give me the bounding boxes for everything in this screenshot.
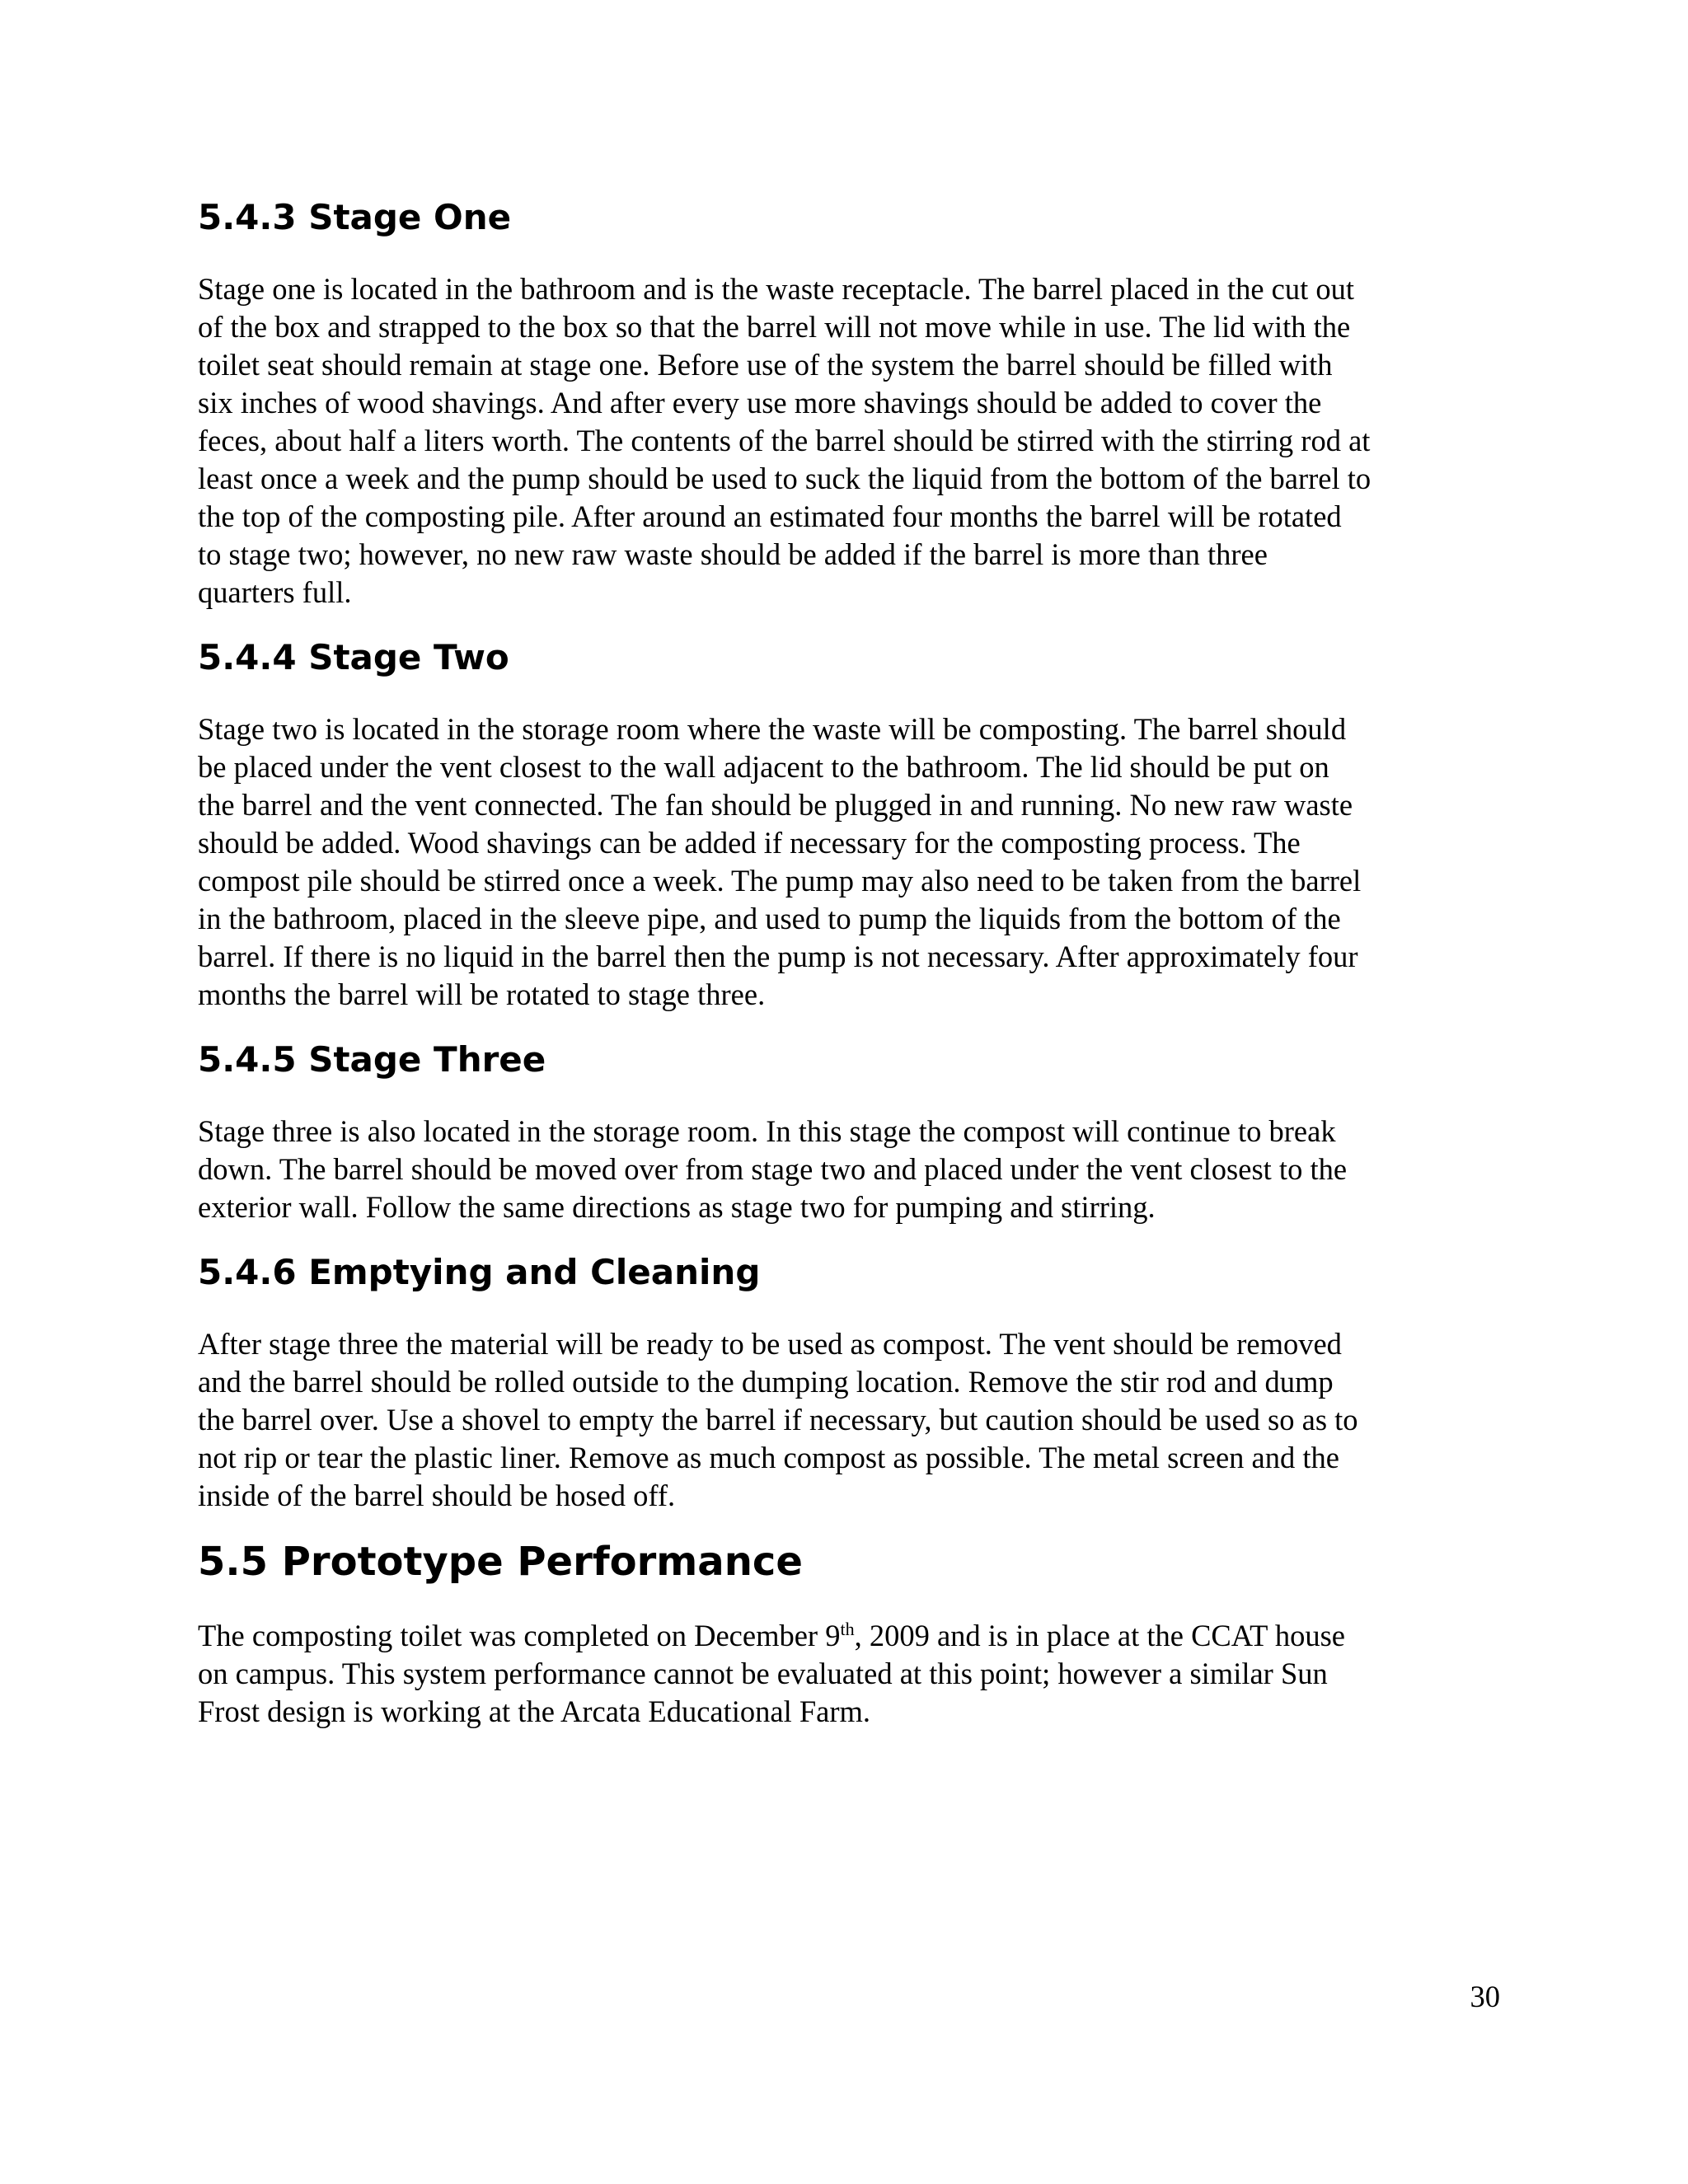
page-content [198,194,1500,1731]
section-heading-stage-three: 5.4.5 Stage Three [198,1039,546,1080]
performance-text-end: , 2009 and is in place at the CCAT house on campus. This system performance cannot be evaluated at this point; however a similar Sun Frost design is working at the Arcata Educational Farm. [198,1619,1345,1728]
ordinal-superscript: th [840,1618,855,1639]
paragraph-stage-one: Stage one is located in the bathroom and is the waste receptacle. The barrel placed in the cut out of the box and strapped to the box so that the barrel will not move while in use. The lid with the toilet seat should remain at stage one. Before use of the system the barrel should be filled with six inches of wood shavings. And after every use more shavings should be added to cover the feces, about half a liters worth. The contents of the barrel should be stirred with the stirring rod at least once a week and the pump should be used to suck the liquid from the bottom of the barrel to the top of the composting pile. After around an estimated four months the barrel will be rotated to stage two; however, no new raw waste should be added if the barrel is more than three quarters full. [198,272,1372,609]
section-heading-stage-one: 5.4.3 Stage One [198,197,512,237]
paragraph-prototype-performance [198,1617,1500,1731]
section-heading-emptying-cleaning: 5.4.6 Emptying and Cleaning [198,1252,761,1292]
paragraph-emptying-cleaning: After stage three the material will be ready to be used as compost. The vent should be removed and the barrel should be rolled outside to the dumping location. Remove the stir rod and dump the barrel over. Use a shovel to empty the barrel if necessary, but caution should be used so as to not rip or tear the plastic liner. Remove as much compost as possible. The metal screen and the inside of the barrel should be hosed off. [198,1327,1358,1512]
section-heading-stage-two: 5.4.4 Stage Two [198,637,509,677]
page-number: 30 [1470,1980,1500,2013]
section-heading-prototype-performance: 5.5 Prototype Performance [198,1539,803,1585]
paragraph-stage-three: Stage three is also located in the storage room. In this stage the compost will continue to break down. The barrel should be moved over from stage two and placed under the vent closest to the exterior wall. Follow the same directions as stage two for pumping and stirring. [198,1114,1348,1224]
paragraph-stage-two: Stage two is located in the storage room where the waste will be composting. The barrel should be placed under the vent closest to the wall adjacent to the bathroom. The lid should be put on the barrel and the vent connected. The fan should be plugged in and running. No new raw waste should be added. Wood shavings can be added if necessary for the composting process. The compost pile should be stirred once a week. The pump may also need to be taken from the barrel in the bathroom, placed in the sleeve pipe, and used to pump the liquids from the bottom of the barrel. If there is no liquid in the barrel then the pump is not necessary. After approximately four months the barrel will be rotated to stage three. [198,712,1362,1011]
performance-text-start: The composting toilet was completed on December 9 [198,1619,841,1652]
